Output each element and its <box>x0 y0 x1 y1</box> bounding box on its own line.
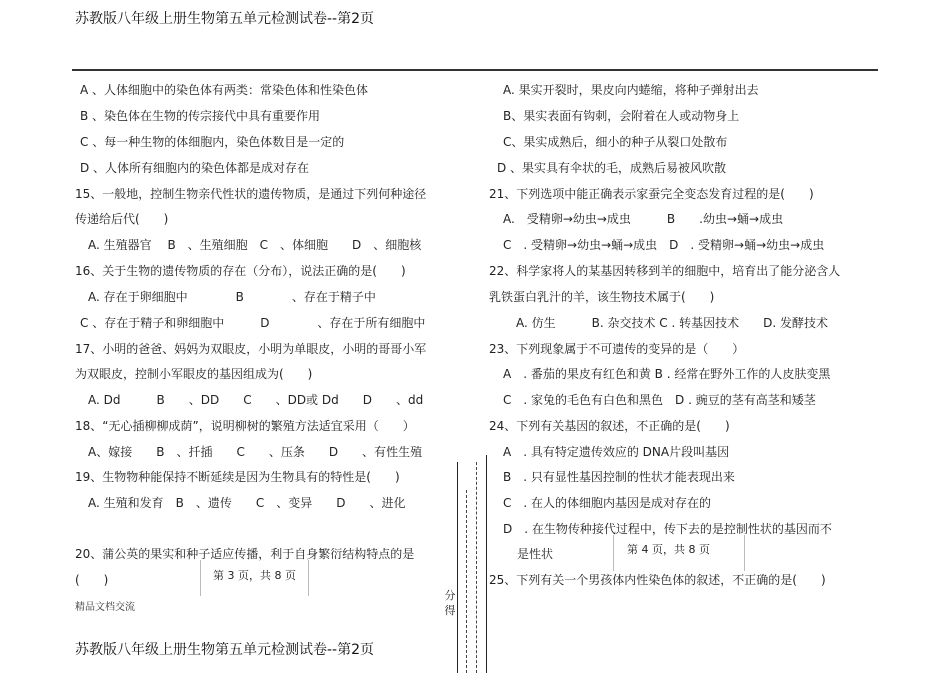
header-rule <box>72 69 878 71</box>
question-line: 乳铁蛋白乳汁的羊，该生物技术属于( ) <box>489 290 715 304</box>
option-line: A. 存在于卵细胞中 B 、存在于精子中 <box>88 290 376 304</box>
question-line: 22、科学家将人的某基因转移到羊的细胞中，培育出了能分泌含人 <box>489 264 841 278</box>
question-line: 21、下列选项中能正确表示家蚕完全变态发育过程的是( ) <box>489 187 814 201</box>
footer-title: 苏教版八年级上册生物第五单元检测试卷--第2页 <box>75 642 375 658</box>
question-line: 25、下列有关一个男孩体内性染色体的叙述，不正确的是( ) <box>489 573 826 587</box>
option-line: B . 只有显性基因控制的性状才能表现出来 <box>503 470 735 484</box>
option-line: C、果实成熟后，细小的种子从裂口处散布 <box>503 135 728 149</box>
option-line: A. 受精卵→幼虫→成虫 B .幼虫→蛹→成虫 <box>503 212 784 226</box>
option-line: D 、果实具有伞状的毛，成熟后易被风吹散 <box>497 161 727 175</box>
option-line: A. 仿生 B. 杂交技术 C . 转基因技术 D. 发酵技术 <box>516 316 828 330</box>
option-line: A . 番茄的果皮有红色和黄 B . 经常在野外工作的人皮肤变黑 <box>503 367 831 381</box>
page-box-line <box>744 535 745 571</box>
question-line: 24、下列有关基因的叙述，不正确的是( ) <box>489 419 730 433</box>
question-line: 传递给后代( ) <box>75 212 169 226</box>
option-line: B、果实表面有钩刺，会附着在人或动物身上 <box>503 109 740 123</box>
page-number-left: 第 3 页，共 8 页 <box>213 569 296 582</box>
option-line: A. 果实开裂时，果皮向内蜷缩，将种子弹射出去 <box>503 83 759 97</box>
option-line: A. Dd B 、DD C 、DD或 Dd D 、dd <box>88 393 424 407</box>
option-line: A 、人体细胞中的染色体有两类：常染色体和性染色体 <box>80 83 369 97</box>
binding-dashed-line <box>476 462 477 673</box>
option-line: D 、人体所有细胞内的染色体都是成对存在 <box>80 161 310 175</box>
option-line: C 、每一种生物的体细胞内，染色体数目是一定的 <box>80 135 345 149</box>
question-line: 19、生物物种能保持不断延续是因为生物具有的特性是( ) <box>75 470 400 484</box>
option-line: D . 在生物传种接代过程中，传下去的是控制性状的基因而不 <box>503 522 832 536</box>
score-label: 分 得 <box>444 589 456 617</box>
question-line: 15、一般地，控制生物亲代性状的遗传物质，是通过下列何种途径 <box>75 187 427 201</box>
footer-note: 精品文档交流 <box>75 602 135 613</box>
option-line: 是性状 <box>517 547 554 561</box>
page-header-title: 苏教版八年级上册生物第五单元检测试卷--第2页 <box>75 11 375 27</box>
binding-dashed-line <box>466 490 467 673</box>
page-box-line <box>613 535 614 571</box>
question-line: 18、“无心插柳柳成荫”，说明柳树的繁殖方法适宜采用（ ） <box>75 419 415 433</box>
option-line: C 、存在于精子和卵细胞中 D 、存在于所有细胞中 <box>80 316 426 330</box>
question-line: ( ) <box>75 573 109 587</box>
binding-line <box>457 462 458 673</box>
option-line: A. 生殖器官 B 、生殖细胞 C 、体细胞 D 、细胞核 <box>88 238 422 252</box>
question-line: 17、小明的爸爸、妈妈为双眼皮，小明为单眼皮，小明的哥哥小军 <box>75 342 427 356</box>
option-line: A、嫁接 B 、扦插 C 、压条 D 、有性生殖 <box>88 445 423 459</box>
option-line: C . 家兔的毛色有白色和黑色 D . 豌豆的茎有高茎和矮茎 <box>503 393 816 407</box>
question-line: 23、下列现象属于不可遗传的变异的是（ ） <box>489 342 745 356</box>
binding-line <box>486 455 487 673</box>
question-line: 16、关于生物的遗传物质的存在（分布），说法正确的是( ) <box>75 264 406 278</box>
question-line: 为双眼皮，控制小军眼皮的基因组成为( ) <box>75 367 313 381</box>
page-box-line <box>308 560 309 596</box>
question-line: 20、蒲公英的果实和种子适应传播，利于自身繁衍结构特点的是 <box>75 547 415 561</box>
option-line: C . 在人的体细胞内基因是成对存在的 <box>503 496 712 510</box>
option-line: B 、染色体在生物的传宗接代中具有重要作用 <box>80 109 321 123</box>
option-line: C . 受精卵→幼虫→蛹→成虫 D . 受精卵→蛹→幼虫→成虫 <box>503 238 825 252</box>
page-box-line <box>200 560 201 596</box>
option-line: A . 具有特定遗传效应的 DNA片段叫基因 <box>503 445 730 459</box>
option-line: A. 生殖和发育 B 、遗传 C 、变异 D 、进化 <box>88 496 406 510</box>
page-number-right: 第 4 页，共 8 页 <box>627 543 710 556</box>
